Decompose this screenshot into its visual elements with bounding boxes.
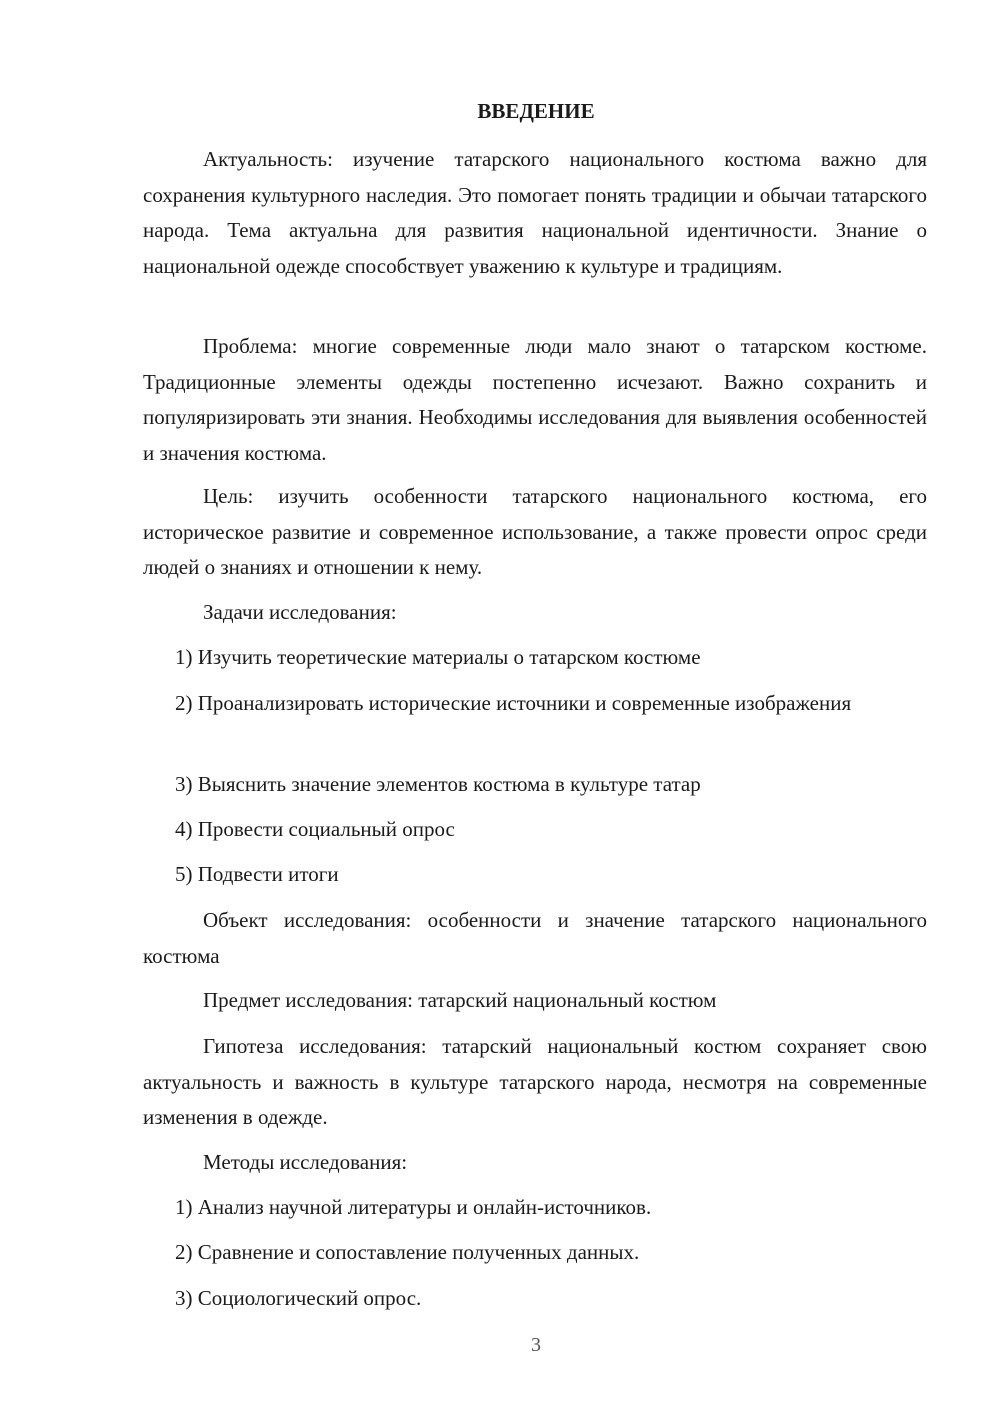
method-item: 1) Анализ научной литературы и онлайн-источников. — [175, 1195, 652, 1219]
task-item: 2) Проанализировать исторические источники и современные изображения — [175, 691, 852, 715]
methods-heading: Методы исследования: — [203, 1150, 408, 1174]
task-item: 5) Подвести итоги — [175, 862, 339, 886]
page-number: 3 — [531, 1334, 541, 1356]
method-item: 2) Сравнение и сопоставление полученных данных. — [175, 1240, 640, 1264]
task-item: 4) Провести социальный опрос — [175, 817, 455, 841]
problem-paragraph: Проблема: многие современные люди мало знают о татарском костюме. Традиционные элементы одежды постепенно исчезают. Важно сохранить и популяризировать эти знания. Необходимы исследования для выявления особенностей и значения костюма. — [143, 334, 927, 465]
method-item: 3) Социологический опрос. — [175, 1286, 422, 1310]
tasks-heading: Задачи исследования: — [203, 600, 397, 624]
object-paragraph: Объект исследования: особенности и значение татарского национального костюма — [143, 908, 927, 968]
page-title: ВВЕДЕНИЕ — [477, 99, 595, 123]
subject-paragraph: Предмет исследования: татарский национальный костюм — [203, 988, 717, 1012]
goal-paragraph: Цель: изучить особенности татарского национального костюма, его историческое развитие и современное использование, а также провести опрос среди людей о знаниях и отношении к нему. — [143, 484, 927, 579]
task-item: 1) Изучить теоретические материалы о татарском костюме — [175, 645, 701, 669]
task-item: 3) Выяснить значение элементов костюма в культуре татар — [175, 772, 701, 796]
hypothesis-paragraph: Гипотеза исследования: татарский национальный костюм сохраняет свою актуальность и важность в культуре татарского народа, несмотря на современные изменения в одежде. — [143, 1034, 927, 1129]
relevance-paragraph: Актуальность: изучение татарского национального костюма важно для сохранения культурного наследия. Это помогает понять традиции и обычаи татарского народа. Тема актуальна для развития национальной идентичности. Знание о национальной одежде способствует уважению к культуре и традициям. — [143, 147, 927, 278]
